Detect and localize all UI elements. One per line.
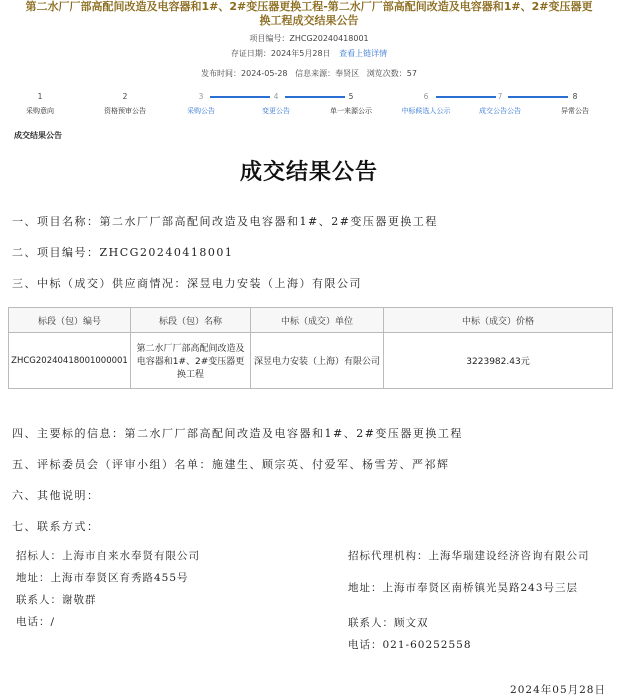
cell-name: 第二水厂厂部高配间改造及电容器和1#、2#变压器更换工程 bbox=[131, 333, 251, 389]
table-header-row bbox=[9, 308, 613, 333]
info-source: 信息来源：奉贤区 bbox=[295, 69, 360, 78]
deposit-date: 存证日期：2024年5月28日 bbox=[230, 49, 331, 58]
buyer-contact bbox=[16, 550, 316, 638]
step-4[interactable]: 4 变更公告 bbox=[262, 92, 290, 115]
header-title-line2: 换工程成交结果公告 bbox=[259, 14, 359, 27]
step-1[interactable]: 1 采购意向 bbox=[26, 92, 54, 115]
step-2[interactable]: 2 资格预审公告 bbox=[104, 92, 146, 115]
table-row bbox=[9, 333, 613, 389]
buyer-name: 招标人：上海市自来水奉贤有限公司 bbox=[16, 550, 200, 562]
col-header-name: 标段（包）名称 bbox=[131, 308, 251, 333]
view-count: 浏览次数：57 bbox=[366, 69, 417, 78]
cell-unit: 深昱电力安装（上海）有限公司 bbox=[251, 333, 384, 389]
cell-price: 3223982.43元 bbox=[384, 333, 613, 389]
publish-time: 发布时间：2024-05-28 bbox=[201, 69, 288, 78]
col-header-price: 中标（成交）价格 bbox=[384, 308, 613, 333]
agency-name: 招标代理机构：上海华瑞建设经济咨询有限公司 bbox=[348, 550, 590, 562]
agency-contact bbox=[348, 550, 610, 661]
item-other: 六、其他说明： bbox=[12, 489, 100, 502]
cell-code: ZHCG20240418001000001 bbox=[9, 333, 131, 389]
process-steps bbox=[0, 92, 618, 122]
buyer-address: 地址：上海市奉贤区育秀路455号 bbox=[16, 572, 189, 584]
announcement-header-title bbox=[0, 0, 618, 28]
item-committee: 五、评标委员会（评审小组）名单：施建生、顾宗英、付爱军、杨雪芳、严祁辉 bbox=[12, 458, 450, 471]
header-title-line1: 第二水厂厂部高配间改造及电容器和1#、2#变压器更换工程-第二水厂厂部高配间改造及电容器和1#、2#变压器更 bbox=[25, 0, 593, 13]
step-6[interactable]: 6 中标候选人公示 bbox=[401, 92, 451, 115]
announcement-date: 2024年05月28日 bbox=[510, 684, 606, 696]
chain-details-link[interactable]: 查看上链详情 bbox=[339, 49, 388, 58]
current-section-label: 成交结果公告 bbox=[14, 131, 62, 140]
step-7[interactable]: 7 成交公告公告 bbox=[479, 92, 521, 115]
step-3[interactable]: 3 采购公告 bbox=[187, 92, 215, 115]
publish-meta bbox=[0, 68, 618, 79]
result-table bbox=[8, 307, 613, 389]
step-8[interactable]: 8 异常公告 bbox=[561, 92, 589, 115]
step-5[interactable]: 5 单一来源公示 bbox=[330, 92, 372, 115]
page-title: 成交结果公告 bbox=[239, 160, 378, 185]
project-number-label: 项目编号：ZHCG20240418001 bbox=[249, 34, 369, 43]
agency-phone: 电话：021-60252558 bbox=[348, 639, 472, 651]
item-main-info: 四、主要标的信息：第二水厂厂部高配间改造及电容器和1#、2#变压器更换工程 bbox=[12, 427, 463, 440]
item-project-name: 一、项目名称：第二水厂厂部高配间改造及电容器和1#、2#变压器更换工程 bbox=[12, 215, 438, 228]
agency-address: 地址：上海市奉贤区南桥镇光昊路243号三层 bbox=[348, 582, 579, 594]
deposit-meta bbox=[0, 48, 618, 59]
project-number-meta bbox=[0, 33, 618, 44]
col-header-code: 标段（包）编号 bbox=[9, 308, 131, 333]
col-header-unit: 中标（成交）单位 bbox=[251, 308, 384, 333]
agency-person: 联系人：顾文双 bbox=[348, 617, 429, 629]
item-contact-title: 七、联系方式： bbox=[12, 520, 100, 533]
item-project-number: 二、项目编号：ZHCG20240418001 bbox=[12, 246, 234, 259]
buyer-person: 联系人：谢敬群 bbox=[16, 594, 97, 606]
buyer-phone: 电话：/ bbox=[16, 616, 56, 628]
item-supplier: 三、中标（成交）供应商情况：深昱电力安装（上海）有限公司 bbox=[12, 277, 362, 290]
